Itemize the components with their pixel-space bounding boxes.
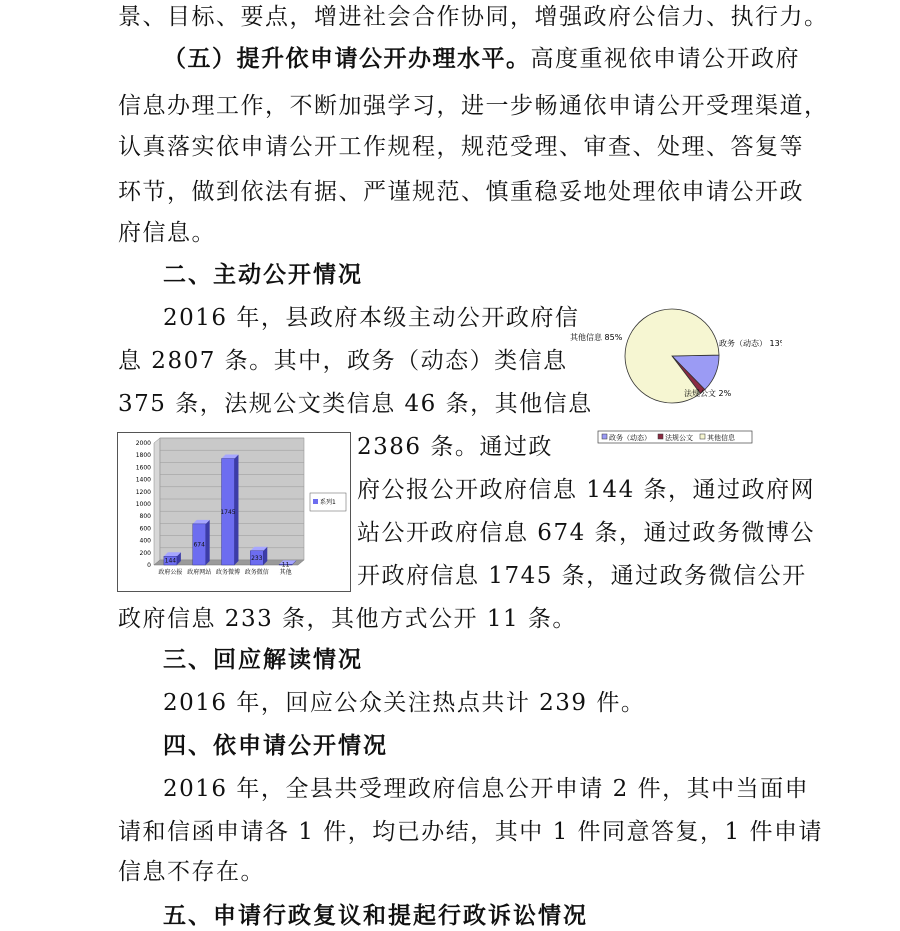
bar-y-tick-label: 200 bbox=[139, 549, 151, 557]
subsection-heading: （五）提升依申请公开办理水平。 bbox=[163, 46, 531, 72]
bar-y-tick-label: 1600 bbox=[135, 464, 151, 472]
bar-plot-area bbox=[136, 438, 304, 576]
bar-side-wall bbox=[154, 438, 160, 565]
pie-legend bbox=[598, 431, 752, 443]
bar-chart-figure bbox=[117, 432, 351, 592]
bar-side bbox=[206, 520, 210, 565]
pie-legend-label: 法规公文 bbox=[665, 434, 693, 442]
bar-legend bbox=[310, 493, 346, 511]
bar-category-label: 政务微博 bbox=[215, 569, 241, 576]
pie-data-label-news: 政务（动态） 13% bbox=[719, 339, 782, 348]
paragraph-line: 请和信函申请各 1 件，均已办结，其中 1 件同意答复，1 件申请 bbox=[118, 819, 823, 845]
bar-data-label: 674 bbox=[193, 541, 205, 549]
paragraph-line: 开政府信息 1745 条，通过政务微信公开 bbox=[357, 563, 807, 589]
bar-y-tick-label: 400 bbox=[139, 537, 151, 545]
paragraph-line: 府公报公开政府信息 144 条，通过政府网 bbox=[357, 477, 816, 503]
bar-y-tick-label: 1800 bbox=[135, 452, 151, 460]
bar-chart bbox=[118, 433, 350, 591]
pie-legend-swatch bbox=[602, 434, 607, 439]
pie-data-label-other: 其他信息 85% bbox=[570, 333, 623, 342]
bar-y-tick-label: 0 bbox=[147, 562, 151, 569]
paragraph-line: 信息办理工作，不断加强学习，进一步畅通依申请公开受理渠道， bbox=[118, 93, 829, 119]
paragraph-line: 站公开政府信息 674 条，通过政务微博公 bbox=[357, 520, 816, 546]
paragraph-line: 景、目标、要点，增进社会合作协同，增强政府公信力、执行力。 bbox=[118, 4, 829, 30]
pie-chart bbox=[560, 298, 782, 450]
pie-legend-swatch bbox=[658, 434, 663, 439]
paragraph-line: 2016 年，县政府本级主动公开政府信 bbox=[163, 305, 580, 331]
bar-data-label: 233 bbox=[251, 554, 263, 562]
section-heading: 三、回应解读情况 bbox=[163, 647, 363, 673]
bar-y-tick-label: 2000 bbox=[135, 440, 151, 447]
pie-legend-label: 其他信息 bbox=[707, 434, 735, 442]
paragraph-line: 政府信息 233 条，其他方式公开 11 条。 bbox=[118, 606, 577, 632]
paragraph-line: 信息不存在。 bbox=[118, 859, 265, 885]
paragraph-line: 环节，做到依法有据、严谨规范、慎重稳妥地处理依申请公开政 bbox=[118, 179, 804, 205]
paragraph-text: 高度重视依申请公开政府 bbox=[530, 46, 800, 72]
bar-legend-swatch bbox=[313, 499, 318, 504]
pie-chart-figure bbox=[560, 298, 782, 450]
pie-legend-label: 政务（动态） bbox=[609, 434, 651, 442]
bar-y-tick-label: 600 bbox=[139, 525, 151, 533]
bar-category-label: 其他 bbox=[279, 569, 292, 576]
bar-y-tick-label: 800 bbox=[139, 513, 151, 521]
paragraph-line: 375 条，法规公文类信息 46 条，其他信息 bbox=[118, 391, 593, 417]
paragraph-line: 息 2807 条。其中，政务（动态）类信息 bbox=[118, 348, 568, 374]
pie-legend-swatch bbox=[700, 434, 705, 439]
bar-y-tick-label: 1000 bbox=[135, 501, 151, 508]
bar-y-tick-label: 1200 bbox=[135, 488, 151, 496]
pie-data-label-regulation: 法规公文 2% bbox=[684, 389, 732, 398]
paragraph-line: 认真落实依申请公开工作规程，规范受理、审查、处理、答复等 bbox=[118, 134, 804, 160]
paragraph-line: 2016 年，回应公众关注热点共计 239 件。 bbox=[163, 690, 646, 716]
paragraph-line bbox=[163, 44, 800, 74]
bar-data-label: 11 bbox=[281, 561, 290, 569]
section-heading: 二、主动公开情况 bbox=[163, 262, 363, 288]
bar-category-label: 政府网站 bbox=[187, 569, 212, 576]
paragraph-line: 2386 条。通过政 bbox=[357, 434, 553, 460]
bar-y-tick-label: 1400 bbox=[135, 476, 151, 484]
section-heading: 四、依申请公开情况 bbox=[163, 733, 388, 759]
paragraph-line: 2016 年，全县共受理政府信息公开申请 2 件，其中当面申 bbox=[163, 776, 810, 802]
bar-category-label: 政府公报 bbox=[158, 569, 183, 576]
bar-data-label: 1745 bbox=[220, 508, 236, 516]
bar-data-label: 144 bbox=[164, 557, 177, 565]
bar-legend-label: 系列1 bbox=[320, 499, 336, 506]
bar-category-label: 政务微信 bbox=[244, 569, 269, 576]
paragraph-line: 府信息。 bbox=[118, 220, 216, 246]
section-heading: 五、申请行政复议和提起行政诉讼情况 bbox=[163, 903, 588, 929]
